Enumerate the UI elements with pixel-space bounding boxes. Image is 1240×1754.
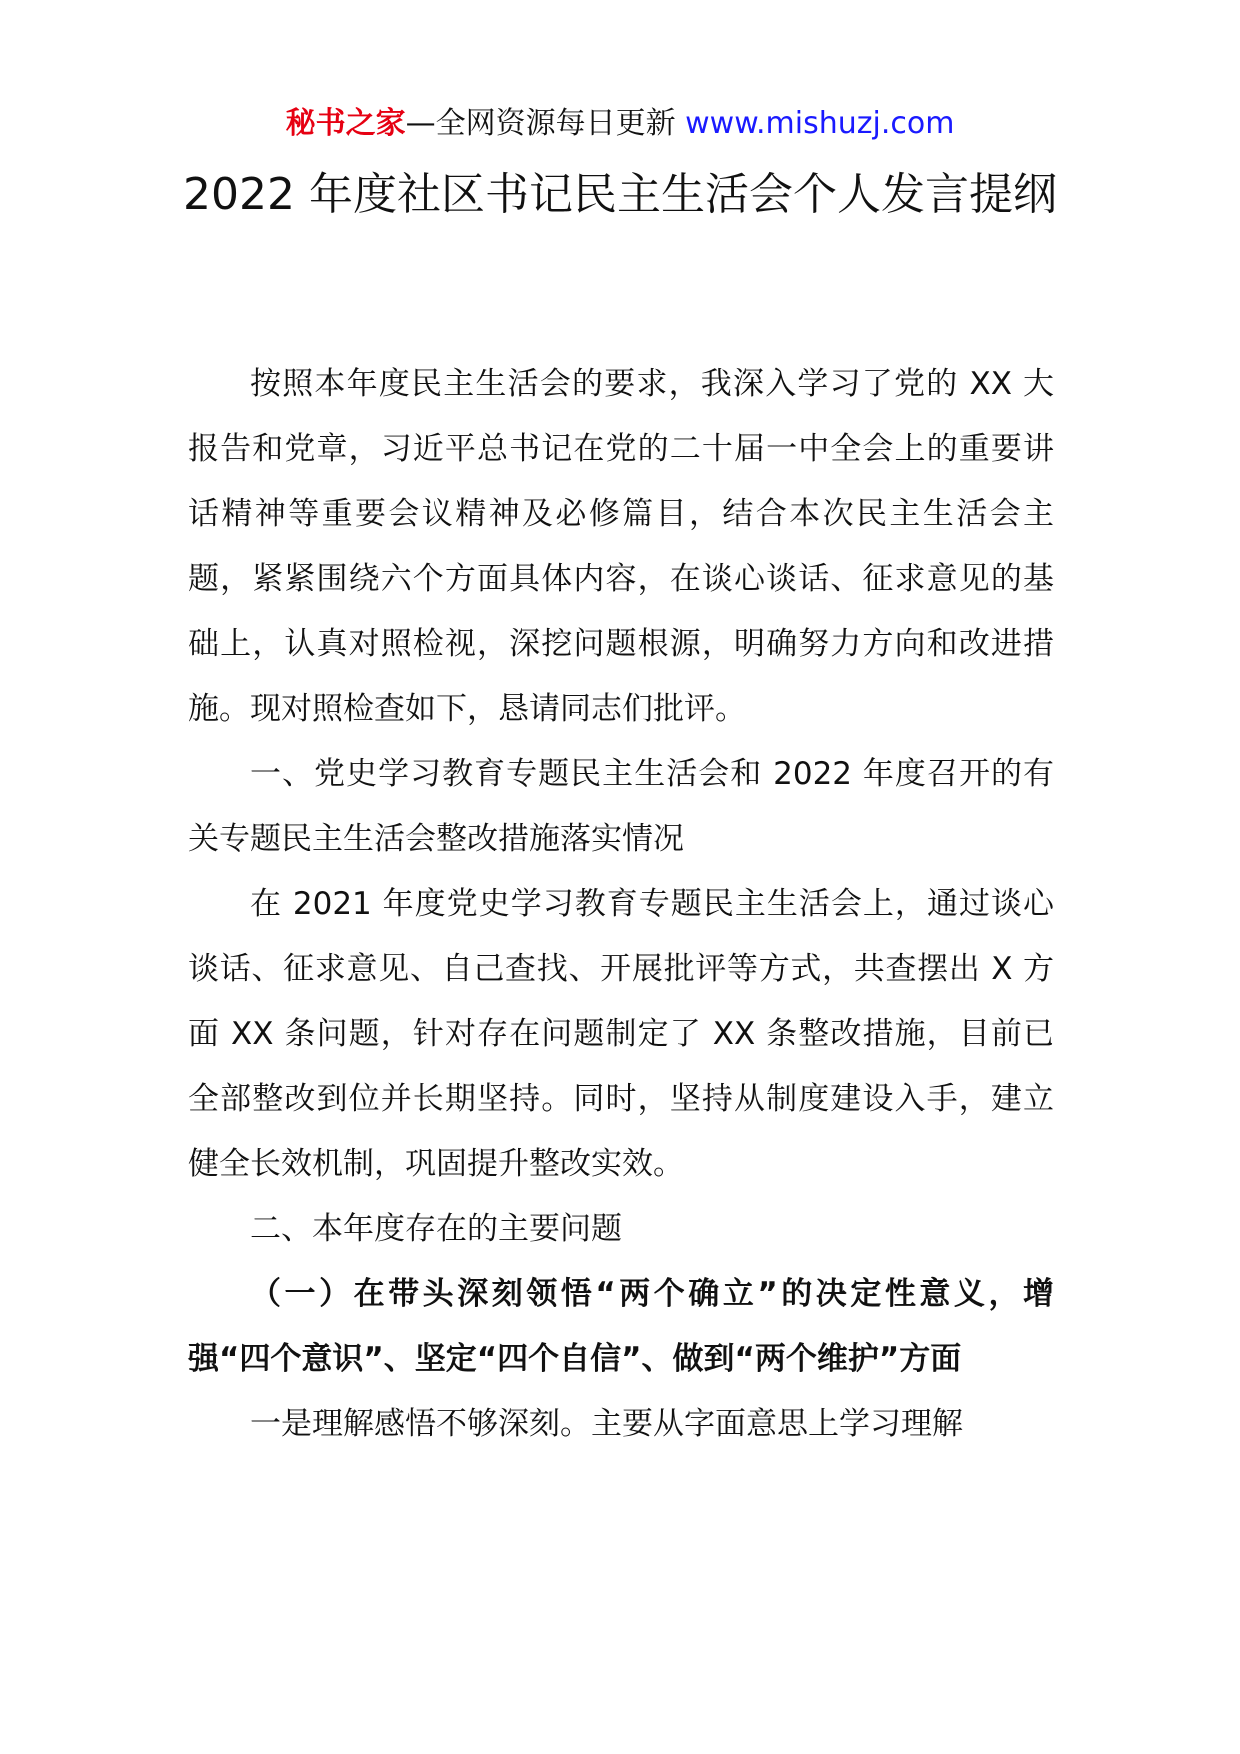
header-url[interactable]: www.mishuzj.com (685, 106, 955, 141)
header-tagline: —全网资源每日更新 (405, 106, 676, 141)
brand-name: 秘书之家 (285, 106, 406, 141)
subsection-heading-1: （一）在带头深刻领悟“两个确立”的决定性意义，增强“四个意识”、坚定“四个自信”、做到“两个维护”方面 (188, 1276, 1054, 1377)
subsection-1-paragraph: 一是理解感悟不够深刻。主要从字面意思上学习理解 (250, 1406, 963, 1442)
document-body (188, 352, 1054, 1457)
section-heading-2: 二、本年度存在的主要问题 (250, 1211, 622, 1247)
watermark-header (0, 104, 1240, 144)
section-heading-1: 一、党史学习教育专题民主生活会和 2022 年度召开的有关专题民主生活会整改措施落实情况 (188, 756, 1054, 857)
section-1-paragraph: 在 2021 年度党史学习教育专题民主生活会上，通过谈心谈话、征求意见、自己查找、开展批评等方式，共查摆出 X 方面 XX 条问题，针对存在问题制定了 XX 条整改措施，目前已全部整改到位并长期坚持。同时，坚持从制度建设入手，建立健全长效机制，巩固提升整改实效。 (188, 886, 1054, 1182)
document-title: 2022 年度社区书记民主生活会个人发言提纲 (183, 169, 1057, 220)
intro-paragraph: 按照本年度民主生活会的要求，我深入学习了党的 XX 大报告和党章，习近平总书记在党的二十届一中全会上的重要讲话精神等重要会议精神及必修篇目，结合本次民主生活会主题，紧紧围绕六个方面具体内容，在谈心谈话、征求意见的基础上，认真对照检视，深挖问题根源，明确努力方向和改进措施。现对照检查如下，恳请同志们批评。 (188, 366, 1054, 727)
